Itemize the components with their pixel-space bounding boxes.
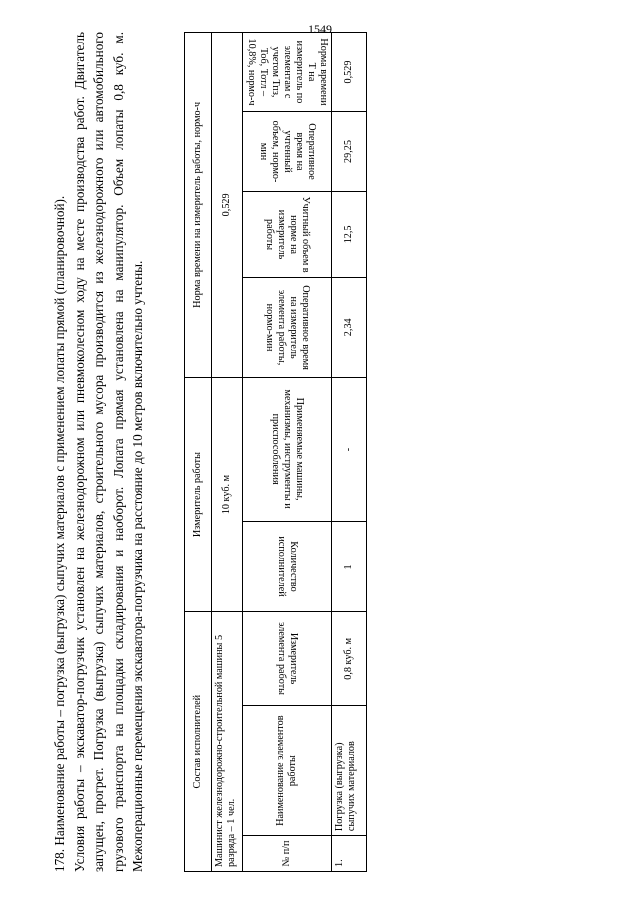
row-op-time: 2,34 xyxy=(332,277,367,377)
norm-value: 0,529 xyxy=(212,33,243,378)
col-name-header: Наименование элементов работы xyxy=(243,706,332,836)
work-description xyxy=(50,32,148,872)
page-number: 1549 xyxy=(308,22,332,36)
staff-value: Машинист железнодорожно-строительной машины 5 разряда – 1 чел. xyxy=(212,612,243,872)
col-op-total-header xyxy=(243,112,332,192)
row-volume: 12,5 xyxy=(332,191,367,277)
header-row-1 xyxy=(185,33,212,872)
col-element-meter-label: Измеритель элемента работы xyxy=(276,622,299,696)
col-norm-t-label: Норма времени Т на измеритель по элементам с учетом Тпз, Тоб, Тотл – 10,8%, нормо-ч xyxy=(246,38,329,106)
row-op-total: 29,25 xyxy=(332,112,367,192)
norm-table xyxy=(184,32,367,872)
row-name: Погрузка (выгрузка) сыпучих материалов xyxy=(332,706,367,836)
norm-header: Норма времени на измеритель работы, нормо-ч xyxy=(185,33,212,378)
col-machines-header xyxy=(243,377,332,522)
col-num-header: № п/п xyxy=(243,836,332,872)
col-volume-header xyxy=(243,191,332,277)
row-workers: 1 xyxy=(332,522,367,612)
staff-header: Состав исполнителей xyxy=(185,612,212,872)
col-workers-label: Количество исполнителей xyxy=(276,536,299,598)
work-conditions: Условия работы – экскаватор-погрузчик установлен на железнодорожном или пневмоколесном ходу на месте производства работ. Двигатель запущен, прогрет. Погрузка (выгрузка) сыпучих материалов, строительного мусора производится из железнодорожного или автомобильного грузового транспорта на площадки складирования и наоборот. Лопата прямая установлена на манипулятор. Объем лопаты 0,8 куб. м. Межоперационные перемещения экскаватора-погрузчика на расстояние до 10 метров включительно учтены. xyxy=(71,32,146,872)
col-element-meter-header xyxy=(243,612,332,706)
work-title: 178. Наименование работы – погрузка (выгрузка) сыпучих материалов с применением лопаты прямой (планировочной). xyxy=(52,195,67,872)
col-workers-header xyxy=(243,522,332,612)
table-row xyxy=(332,33,367,872)
col-op-total-label: Оперативное время на учтенный объем, нормо-мин xyxy=(258,120,317,183)
meter-header: Измеритель работы xyxy=(185,377,212,612)
row-machines: - xyxy=(332,377,367,522)
rotated-page-content xyxy=(50,32,590,872)
meter-value: 10 куб. м xyxy=(212,377,243,612)
col-norm-t-header xyxy=(243,33,332,112)
col-volume-label: Учитный объем в норме на измеритель работы xyxy=(264,196,311,273)
header-row-3 xyxy=(243,33,332,872)
row-element-meter: 0,8 куб. м xyxy=(332,612,367,706)
col-op-time-header xyxy=(243,277,332,377)
row-num: 1. xyxy=(332,836,367,872)
col-op-time-label: Оперативное время на измеритель элемента работы, нормо-мин xyxy=(264,284,311,370)
row-norm-t: 0,529 xyxy=(332,33,367,112)
header-row-2 xyxy=(212,33,243,872)
col-machines-label: Применяемые машины, механизмы, инструменты и приспособления xyxy=(270,390,305,510)
